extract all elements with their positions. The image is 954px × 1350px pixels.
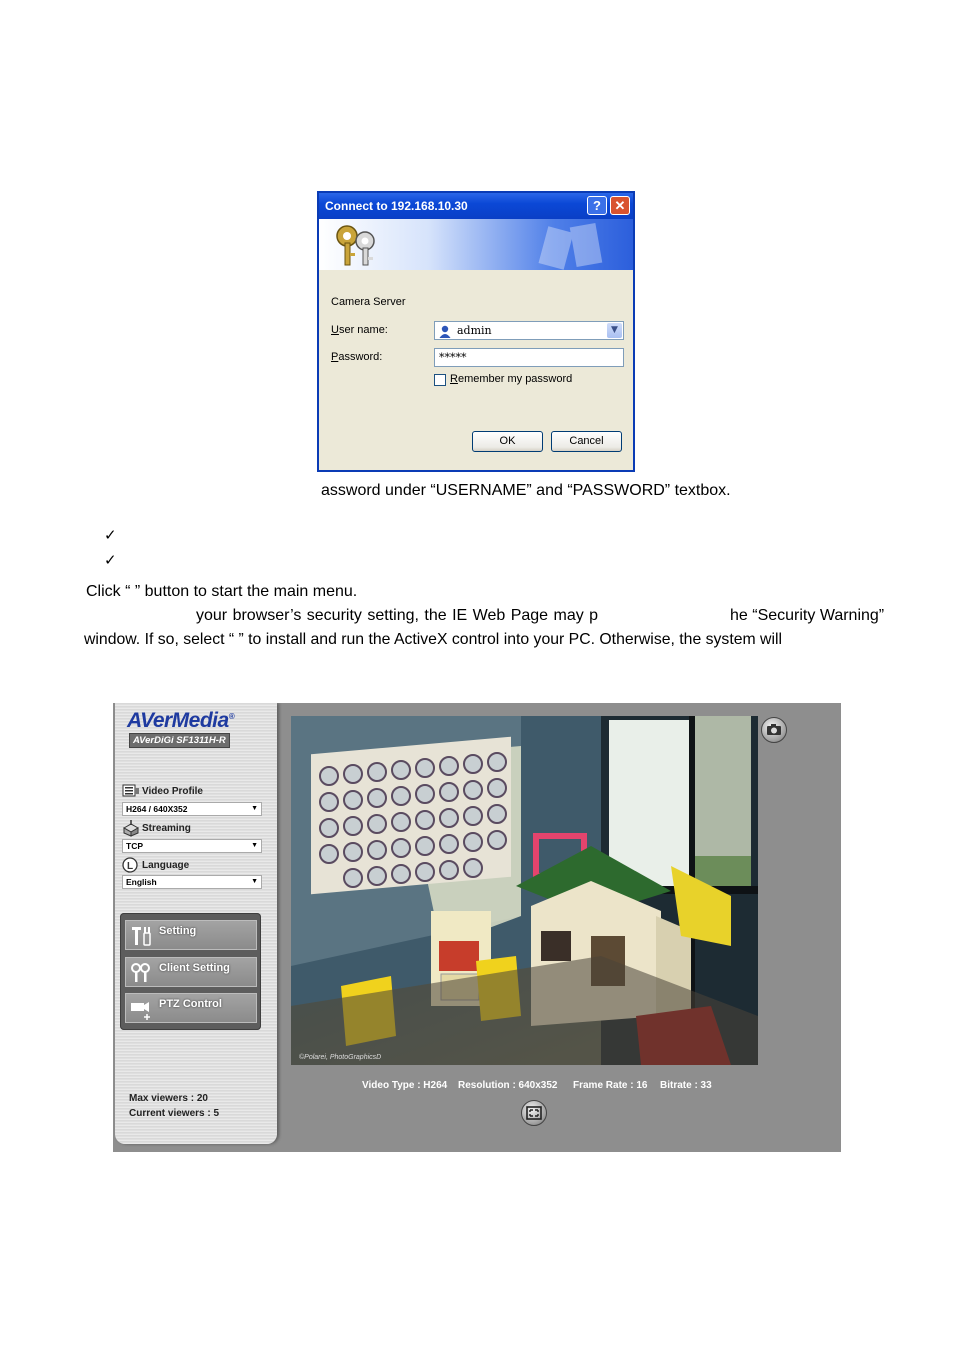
checkmark-icon: ✓: [104, 552, 117, 569]
video-profile-label: Video Profile: [142, 786, 203, 797]
menu-item-label: Client Setting: [159, 962, 230, 974]
ptz-camera-icon: [130, 998, 154, 1020]
password-label: Password:: [331, 351, 383, 363]
video-profile-select[interactable]: H264 / 640X352 ▼: [122, 802, 262, 816]
instruction-line-2: Click “ ” button to start the main menu.: [86, 583, 358, 600]
keys-watermark-icon: [533, 223, 613, 270]
password-field[interactable]: *****: [434, 348, 624, 367]
model-badge: AVerDiGi SF1311H-R: [129, 733, 230, 748]
frame-rate-status: Frame Rate : 16: [573, 1080, 648, 1091]
svg-text:L: L: [127, 861, 134, 872]
dropdown-arrow-icon: ▼: [251, 878, 258, 885]
username-combo[interactable]: [434, 321, 624, 340]
remember-password-checkbox[interactable]: [434, 374, 446, 386]
control-panel: [115, 703, 277, 1144]
username-value: admin: [457, 324, 492, 337]
main-menu: [120, 913, 261, 1030]
instruction-line-3b: he “Security Warning”: [730, 607, 885, 624]
dropdown-arrow-icon: ▼: [251, 805, 258, 812]
menu-item-label: PTZ Control: [159, 998, 222, 1010]
chevron-down-icon[interactable]: ▼: [607, 323, 622, 338]
snapshot-button[interactable]: [761, 717, 787, 743]
fullscreen-icon: [522, 1101, 546, 1125]
video-watermark: ©Polarei, PhotoGraphicsD: [299, 1054, 382, 1061]
language-select[interactable]: English ▼: [122, 875, 262, 889]
instruction-line-3: your browser’s security setting, the IE Web Page may p: [196, 607, 599, 624]
max-viewers: Max viewers : 20: [129, 1093, 208, 1104]
login-dialog: [317, 191, 635, 472]
video-frame-image: [291, 716, 758, 1065]
menu-item-setting[interactable]: [125, 920, 257, 950]
dropdown-arrow-icon: ▼: [251, 842, 258, 849]
streaming-label: Streaming: [142, 823, 191, 834]
username-label: User name:: [331, 324, 388, 336]
language-icon: [122, 857, 139, 874]
cancel-button[interactable]: Cancel: [551, 431, 622, 452]
video-feed: [291, 716, 758, 1065]
wrench-icon: [130, 962, 152, 984]
camera-icon: [762, 718, 786, 742]
fullscreen-button[interactable]: [521, 1100, 547, 1126]
ok-button[interactable]: OK: [472, 431, 543, 452]
video-profile-icon: [122, 783, 140, 799]
dialog-banner: [319, 219, 633, 270]
remember-password-label[interactable]: Remember my password: [450, 373, 573, 385]
streaming-select[interactable]: TCP ▼: [122, 839, 262, 853]
instruction-line-4: window. If so, select “ ” to install and run the ActiveX control into your PC. Otherwise, the system will: [84, 631, 782, 648]
server-label: Camera Server: [331, 296, 406, 308]
instruction-line-1: assword under “USERNAME” and “PASSWORD” textbox.: [321, 482, 731, 499]
dialog-title: Connect to 192.168.10.30: [325, 199, 468, 213]
streaming-icon: [122, 820, 140, 837]
current-viewers: Current viewers : 5: [129, 1108, 220, 1119]
keys-icon: [333, 223, 383, 267]
menu-item-label: Setting: [159, 925, 197, 937]
checkmark-icon: ✓: [104, 527, 117, 544]
camera-web-ui: [113, 703, 841, 1152]
menu-item-ptz-control[interactable]: [125, 993, 257, 1023]
menu-item-client-setting[interactable]: [125, 957, 257, 987]
dialog-body: [319, 270, 633, 470]
tools-icon: [130, 925, 152, 947]
language-label: Language: [142, 860, 190, 871]
resolution-status: Resolution : 640x352: [458, 1080, 558, 1091]
user-icon: [439, 325, 451, 338]
bitrate-status: Bitrate : 33: [660, 1080, 712, 1091]
video-type-status: Video Type : H264: [362, 1080, 448, 1091]
close-button[interactable]: ✕: [610, 196, 630, 215]
dialog-title-bar[interactable]: [319, 193, 633, 219]
help-button[interactable]: ?: [587, 196, 607, 215]
brand-logo: AVerMedia®: [127, 709, 235, 732]
